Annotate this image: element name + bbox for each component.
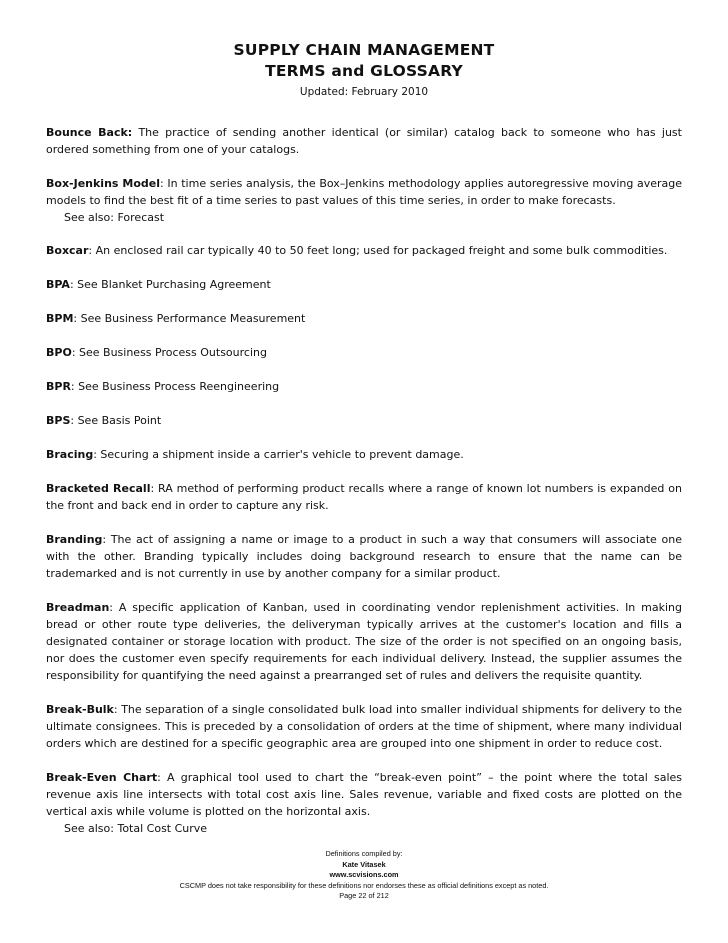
glossary-entry — [46, 310, 682, 327]
definition: : In time series analysis, the Box–Jenkins methodology applies autoregressive moving average models to find the best fit of a time series to past values of this time series, in order to make forecasts. — [46, 177, 683, 207]
glossary-entry — [46, 701, 682, 752]
definition: : The separation of a single consolidated bulk load into smaller individual shipments for delivery to the ultimate consignees. This is preceded by a consolidation of orders at the time of shipment, where many individual orders which are destined for a specific geographic area are grouped into one shipment in order to reduce cost. — [46, 703, 682, 750]
glossary-entry — [46, 124, 682, 158]
term: Break-Bulk — [46, 703, 114, 716]
page-footer — [0, 849, 728, 902]
definition: : See Blanket Purchasing Agreement — [69, 278, 271, 291]
glossary-entry — [46, 378, 682, 395]
glossary-entries — [46, 124, 682, 837]
definition: : An enclosed rail car typically 40 to 50 feet long; used for packaged freight and some bulk commodities. — [88, 244, 668, 257]
glossary-entry — [46, 599, 682, 684]
definition: : See Business Performance Measurement — [73, 312, 306, 325]
term: Bracing — [46, 448, 94, 461]
footer-disclaimer: CSCMP does not take responsibility for these definitions nor endorses these as official definitions except as noted. — [179, 880, 549, 890]
page-header — [0, 40, 728, 98]
term: Box-Jenkins Model — [46, 177, 161, 190]
glossary-entry — [46, 446, 682, 463]
term: Bracketed Recall — [46, 482, 151, 495]
footer-compiled-by: Definitions compiled by: — [325, 849, 403, 858]
term: Boxcar — [46, 244, 89, 257]
glossary-entry — [46, 276, 682, 293]
term: BPM — [46, 312, 74, 325]
definition: : See Basis Point — [70, 414, 162, 427]
term: Break-Even Chart — [46, 771, 158, 784]
footer-author: Kate Vitasek — [342, 859, 386, 869]
glossary-entry — [46, 242, 682, 259]
definition: : See Business Process Reengineering — [70, 380, 280, 393]
glossary-entry — [46, 344, 682, 361]
footer-page-number: Page 22 of 212 — [339, 891, 389, 900]
glossary-entry — [46, 480, 682, 514]
glossary-entry — [46, 175, 682, 226]
definition: : Securing a shipment inside a carrier's vehicle to prevent damage. — [93, 448, 464, 461]
definition: : A graphical tool used to chart the “break-even point” – the point where the total sales revenue axis line intersects with total cost axis line. Sales revenue, variable and fixed costs are plotted on the vertical axis while volume is plotted on the horizontal axis. — [46, 771, 682, 818]
definition: : The act of assigning a name or image to a product in such a way that consumers will associate one with the other. Branding typically includes doing background research to ensure that the name can be trademarked and is not currently in use by another company for a similar product. — [46, 533, 682, 580]
footer-website: www.scvisions.com — [329, 870, 399, 879]
definition: The practice of sending another identical (or similar) catalog back to someone who has just ordered something from one of your catalogs. — [46, 126, 682, 156]
updated-date: Updated: February 2010 — [299, 86, 429, 98]
term: Branding — [46, 533, 103, 546]
see-also: See also: Total Cost Curve — [64, 822, 208, 835]
term: Breadman — [46, 601, 110, 614]
title-line-2: TERMS and GLOSSARY — [265, 62, 463, 80]
term: BPS — [46, 414, 71, 427]
glossary-entry — [46, 412, 682, 429]
glossary-entry — [46, 769, 682, 837]
definition: : RA method of performing product recalls where a range of known lot numbers is expanded on the front and back end in order to capture any risk. — [46, 482, 682, 512]
term: Bounce Back: — [46, 126, 133, 139]
glossary-entry — [46, 531, 682, 582]
term: BPO — [46, 346, 72, 359]
term: BPA — [46, 278, 70, 291]
term: BPR — [46, 380, 71, 393]
see-also: See also: Forecast — [64, 211, 165, 224]
definition: : See Business Process Outsourcing — [71, 346, 267, 359]
title-line-1: SUPPLY CHAIN MANAGEMENT — [233, 41, 495, 59]
definition: : A specific application of Kanban, used in coordinating vendor replenishment activities. In making bread or other route type deliveries, the deliveryman typically arrives at the customer's location and fills a designated container or storage location with product. The size of the order is not specified on an ongoing basis, nor does the customer even specify requirements for each individual delivery. Instead, the supplier assumes the responsibility for quantifying the need against a prearranged set of rules and delivers the requisite quantity. — [46, 601, 682, 682]
